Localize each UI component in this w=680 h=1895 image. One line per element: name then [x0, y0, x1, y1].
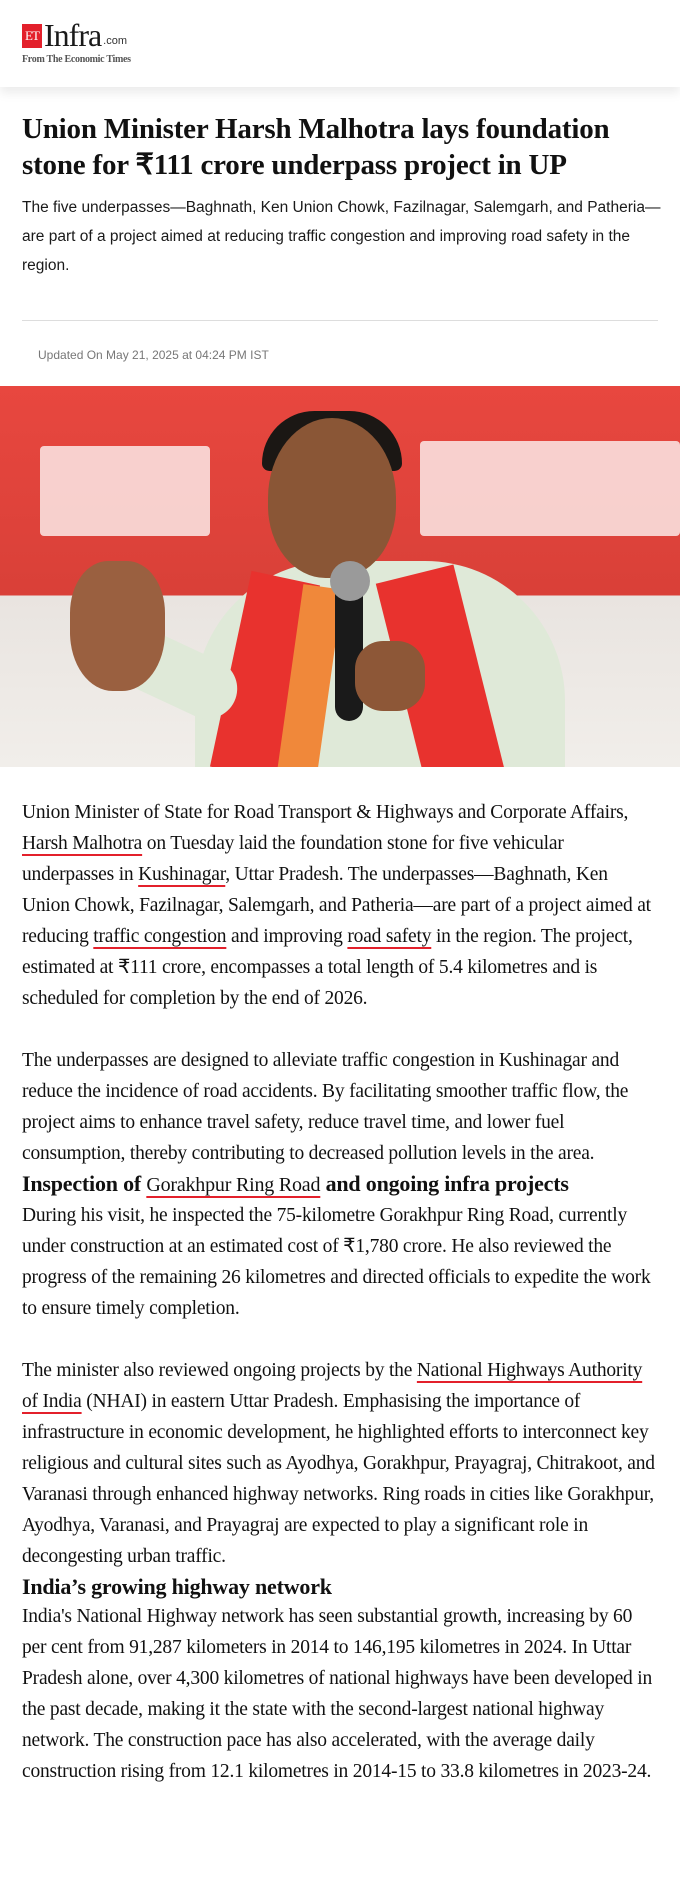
- text: on Tuesday laid the foundation stone for five vehicular underpasses in: [22, 833, 564, 885]
- banner-letters-right: [420, 441, 680, 536]
- text: Inspection of: [22, 1171, 147, 1196]
- text: in the region. The project, estimated at ₹111 crore, encompasses a total length of 5.4 kilometres and is scheduled for completion by the end of 2026.: [22, 926, 633, 1009]
- link-harsh-malhotra[interactable]: Harsh Malhotra: [22, 833, 143, 854]
- person-hand-holding-mic: [355, 641, 425, 711]
- text: and ongoing infra projects: [320, 1171, 569, 1196]
- text: (NHAI) in eastern Uttar Pradesh. Emphasising the importance of infrastructure in economic development, he highlighted efforts to interconnect key religious and cultural sites such as Ayodhya, Gorakhpur, Prayagraj, Chitrakoot, and Varanasi through enhanced highway networks. Ring roads in cities like Gorakhpur, Ayodhya, Varanasi, and Prayagraj are expected to play a significant role in decongesting urban traffic.: [22, 1391, 655, 1567]
- paragraph: [22, 1355, 658, 1572]
- person-face: [268, 418, 396, 578]
- site-header: [0, 0, 680, 87]
- microphone-head: [330, 561, 370, 601]
- et-logo-badge: ET: [22, 24, 42, 48]
- paragraph: The underpasses are designed to alleviate traffic congestion in Kushinagar and reduce the incidence of road accidents. By facilitating smoother traffic flow, the project aims to enhance travel safety, reduce travel time, and lower fuel consumption, thereby contributing to decreased pollution levels in the area.: [22, 1050, 629, 1164]
- link-road-safety[interactable]: road safety: [347, 926, 432, 947]
- article-hero-image: [0, 386, 680, 767]
- text: The minister also reviewed ongoing projects by the: [22, 1360, 417, 1381]
- logo-tagline: From The Economic Times: [22, 54, 131, 65]
- text: , Uttar Pradesh. The underpasses—Baghnath, Ken Union Chowk, Fazilnagar, Salemgarh, and Patheria—are part of a project aimed at reducing: [22, 864, 651, 947]
- article-body: [22, 797, 658, 1787]
- link-gorakhpur-ring-road[interactable]: Gorakhpur Ring Road: [146, 1174, 321, 1196]
- logo-name: Infra: [44, 17, 102, 53]
- banner-letters-left: [40, 446, 210, 536]
- text: and improving: [226, 926, 348, 947]
- etinfra-logo[interactable]: [22, 17, 680, 53]
- person-raised-hand: [70, 561, 165, 691]
- link-kushinagar[interactable]: Kushinagar: [138, 864, 226, 885]
- text: Union Minister of State for Road Transport & Highways and Corporate Affairs,: [22, 802, 629, 823]
- article-summary: The five underpasses—Baghnath, Ken Union Chowk, Fazilnagar, Salemgarh, and Patheria—are part of a project aimed at reducing traffic congestion and improving road safety in the region.: [22, 199, 661, 274]
- link-traffic-congestion[interactable]: traffic congestion: [93, 926, 227, 947]
- paragraph: [22, 797, 658, 1014]
- divider: [22, 320, 658, 321]
- updated-timestamp: Updated On May 21, 2025 at 04:24 PM IST: [38, 348, 269, 362]
- link-nhai[interactable]: National Highways Authority of India: [22, 1360, 643, 1412]
- paragraph: During his visit, he inspected the 75-kilometre Gorakhpur Ring Road, currently under construction at an estimated cost of ₹1,780 crore. He also reviewed the progress of the remaining 26 kilometres and directed officials to expedite the work to ensure timely completion.: [22, 1205, 651, 1319]
- paragraph: India's National Highway network has seen substantial growth, increasing by 60 per cent from 91,287 kilometers in 2014 to 146,195 kilometres in 2024. In Uttar Pradesh alone, over 4,300 kilometres of national highways have been developed in the past decade, making it the state with the second-largest national highway network. The construction pace has also accelerated, with the average daily construction rising from 12.1 kilometres in 2014-15 to 33.8 kilometres in 2023-24.: [22, 1606, 653, 1782]
- section-heading: [22, 1169, 658, 1200]
- logo-domain: .com: [103, 35, 128, 47]
- section-heading: India’s growing highway network: [22, 1574, 332, 1599]
- article-title: Union Minister Harsh Malhotra lays foundation stone for ₹111 crore underpass project in UP: [22, 113, 610, 181]
